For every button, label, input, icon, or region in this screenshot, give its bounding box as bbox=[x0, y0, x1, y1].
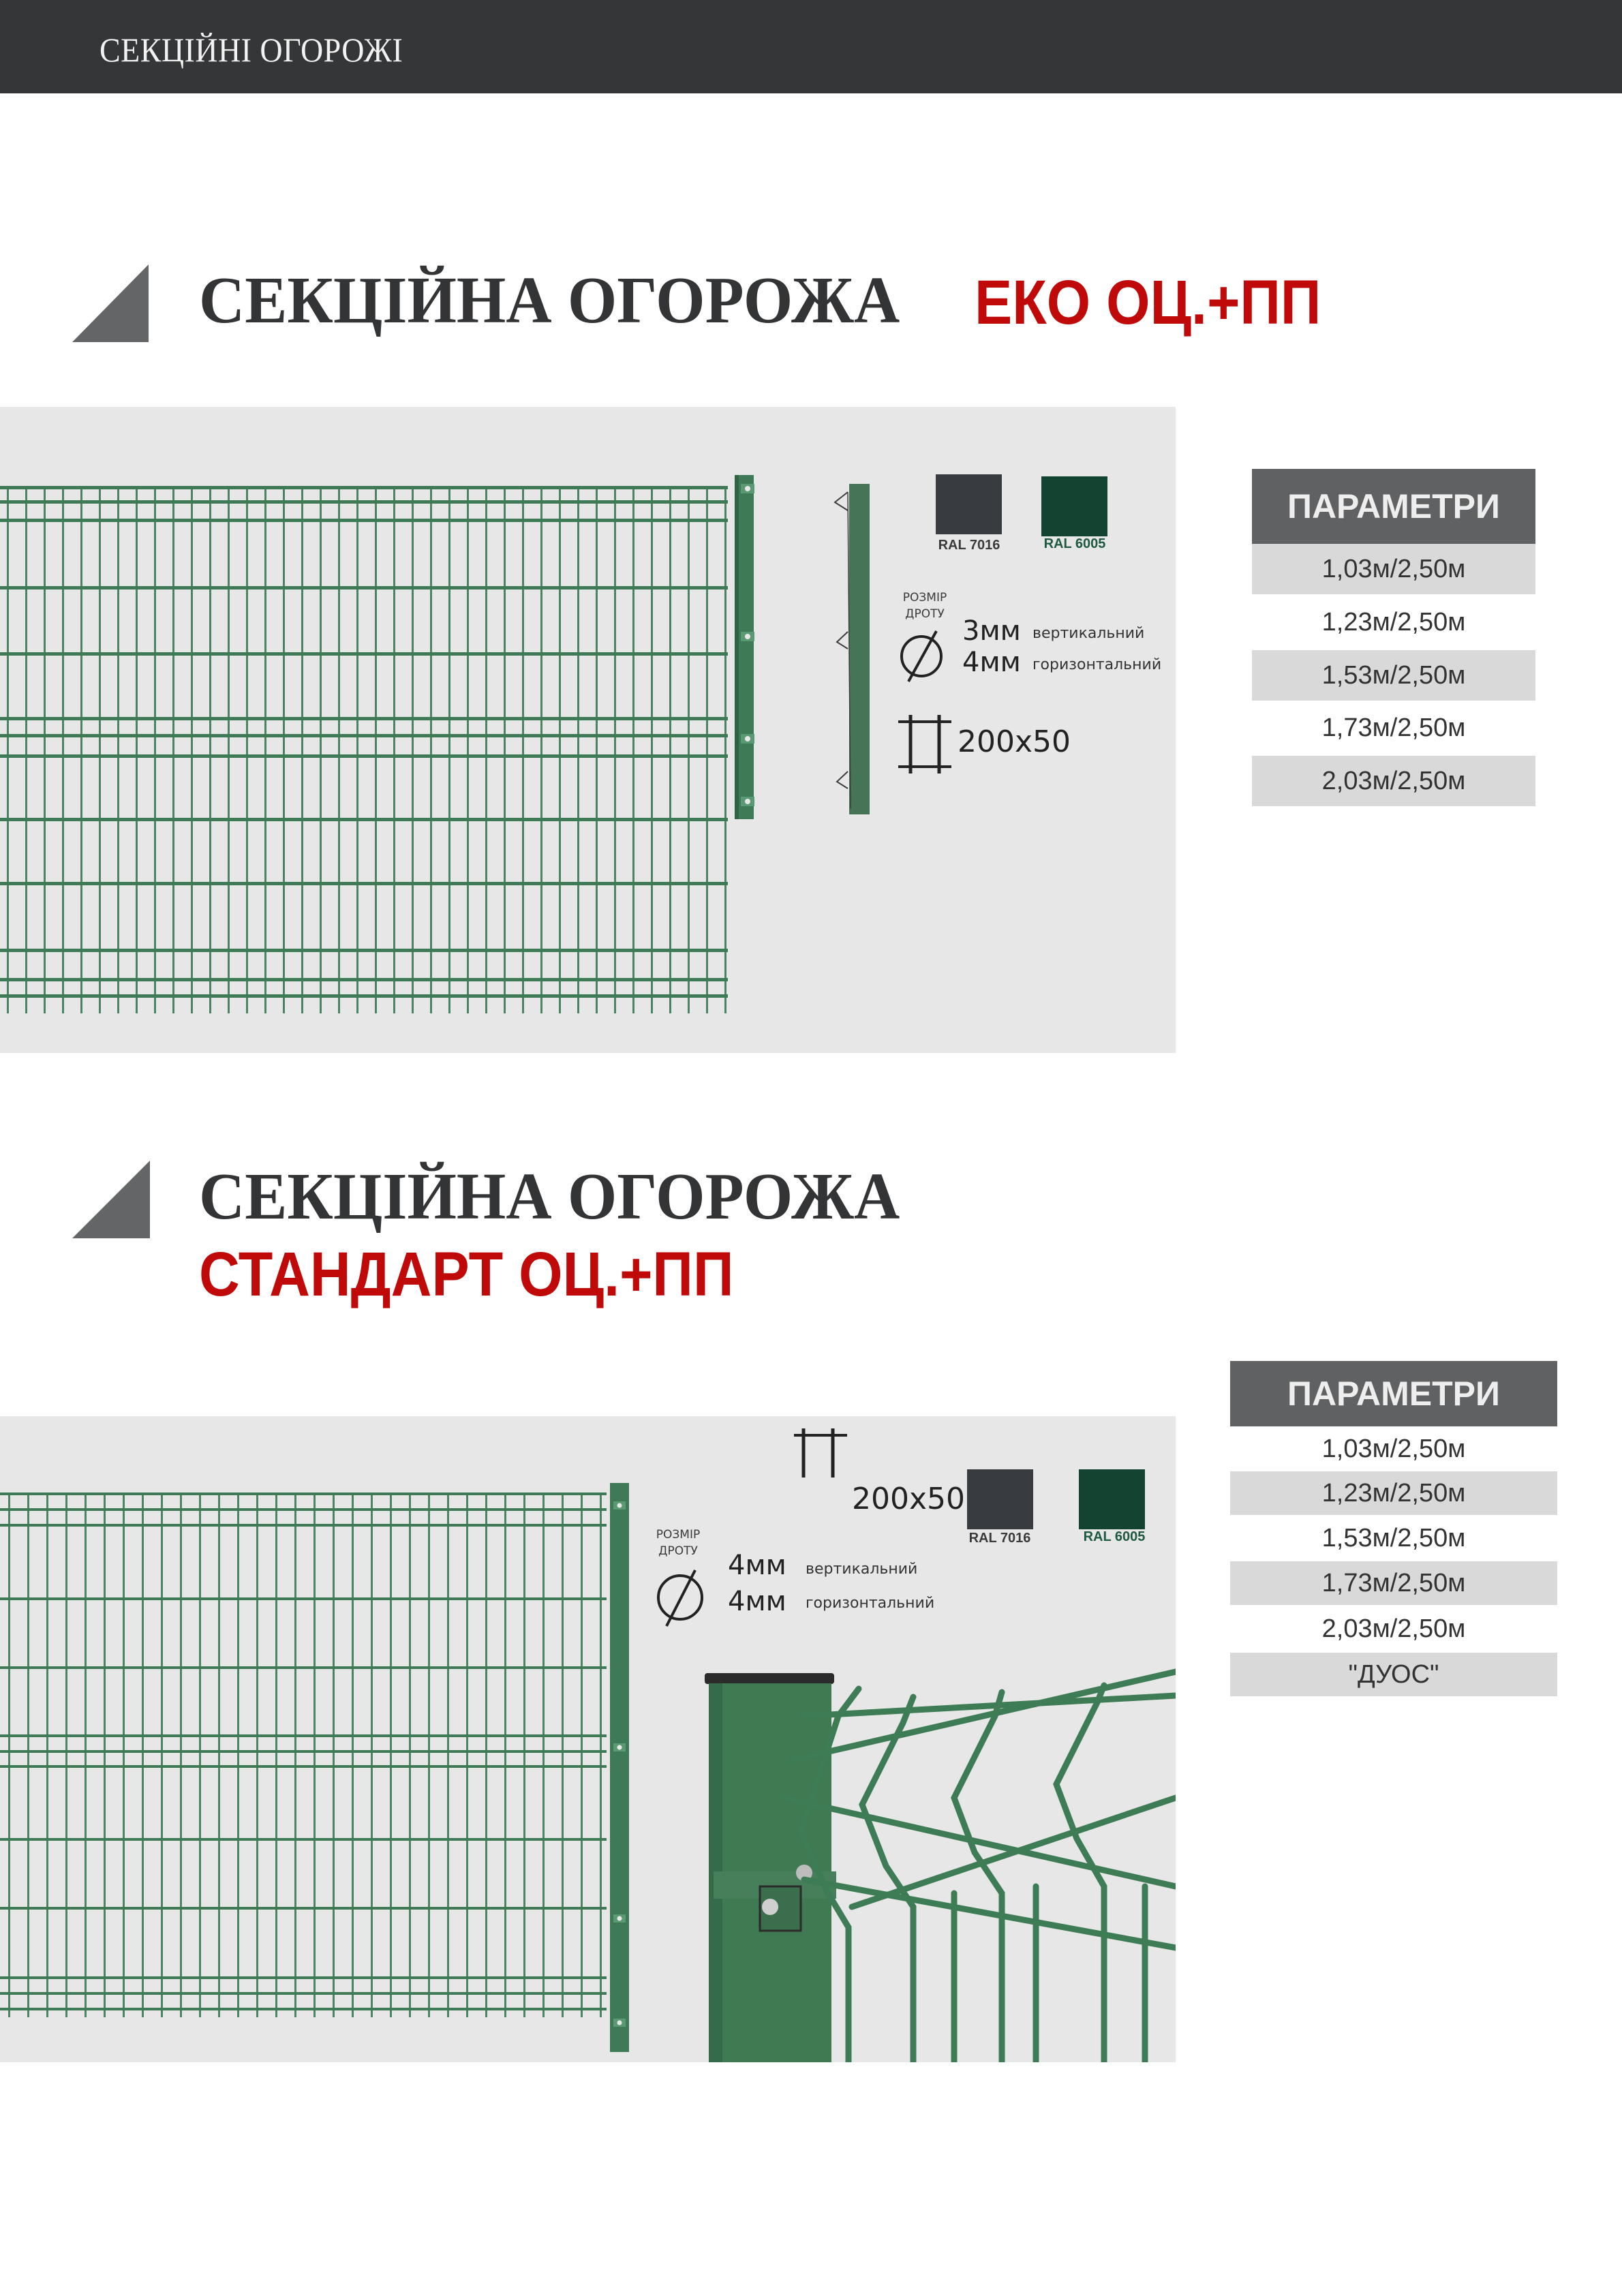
wire-horizontal-mm: 4мм bbox=[728, 1586, 786, 1617]
swatch-label: RAL 7016 bbox=[968, 1531, 1031, 1546]
params-row: 1,53м/2,50м bbox=[1321, 1523, 1466, 1552]
section-2-params-table bbox=[1230, 1361, 1557, 1696]
params-row: 2,03м/2,50м bbox=[1252, 756, 1535, 806]
diameter-icon bbox=[898, 628, 946, 684]
params-header: ПАРАМЕТРИ bbox=[1230, 1361, 1557, 1426]
wire-vertical-mm: 3мм bbox=[962, 615, 1021, 647]
section-2-subtitle: СТАНДАРТ ОЦ.+ПП bbox=[199, 1240, 734, 1309]
section-1-title: СЕКЦІЙНА ОГОРОЖА bbox=[199, 264, 900, 337]
color-swatch-ral-7016 bbox=[967, 1469, 1033, 1529]
params-row: 1,73м/2,50м bbox=[1321, 714, 1466, 742]
section-2-title: СЕКЦІЙНА ОГОРОЖА bbox=[199, 1160, 900, 1234]
params-row: 2,03м/2,50м bbox=[1321, 1614, 1466, 1643]
mesh-cell-icon bbox=[898, 715, 953, 775]
wire-size-label: РОЗМІР ДРОТУ bbox=[902, 591, 947, 621]
wire-vertical-desc: вертикальний bbox=[806, 1561, 918, 1578]
top-banner bbox=[0, 0, 1622, 93]
params-row: 1,73м/2,50м bbox=[1230, 1561, 1557, 1605]
wire-vertical-mm: 4мм bbox=[728, 1550, 786, 1581]
params-row: 1,03м/2,50м bbox=[1252, 544, 1535, 594]
color-swatch-ral-6005 bbox=[1041, 476, 1107, 536]
mesh-size: 200x50 bbox=[852, 1482, 966, 1516]
diameter-icon bbox=[654, 1567, 707, 1627]
wire-horizontal-desc: горизонтальний bbox=[806, 1595, 935, 1612]
swatch-label: RAL 6005 bbox=[1043, 536, 1106, 551]
wire-vertical-desc: вертикальний bbox=[1032, 625, 1145, 642]
wire-horizontal-desc: горизонтальний bbox=[1032, 656, 1162, 673]
color-swatch-ral-6005 bbox=[1079, 1469, 1145, 1529]
page-category-title: СЕКЦІЙНІ ОГОРОЖІ bbox=[100, 31, 403, 69]
params-row: 1,23м/2,50м bbox=[1230, 1471, 1557, 1515]
params-row: "ДУОС" bbox=[1230, 1653, 1557, 1696]
mesh-cell-icon bbox=[794, 1418, 848, 1478]
section-1-product-image bbox=[0, 407, 1176, 1053]
params-row: 1,53м/2,50м bbox=[1252, 650, 1535, 701]
params-header: ПАРАМЕТРИ bbox=[1252, 469, 1535, 544]
swatch-label: RAL 6005 bbox=[1083, 1529, 1146, 1544]
color-swatch-ral-7016 bbox=[936, 474, 1002, 534]
section-2-product-image bbox=[0, 1416, 1176, 2062]
section-1-params-table bbox=[1252, 469, 1535, 806]
params-row: 1,23м/2,50м bbox=[1321, 607, 1466, 637]
wire-size-label: РОЗМІР ДРОТУ bbox=[656, 1528, 701, 1558]
wire-horizontal-mm: 4мм bbox=[962, 647, 1021, 678]
swatch-label: RAL 7016 bbox=[938, 538, 1000, 553]
params-row: 1,03м/2,50м bbox=[1321, 1434, 1466, 1463]
mesh-size: 200x50 bbox=[958, 724, 1071, 759]
section-1-subtitle: ЕКО ОЦ.+ПП bbox=[975, 268, 1321, 337]
